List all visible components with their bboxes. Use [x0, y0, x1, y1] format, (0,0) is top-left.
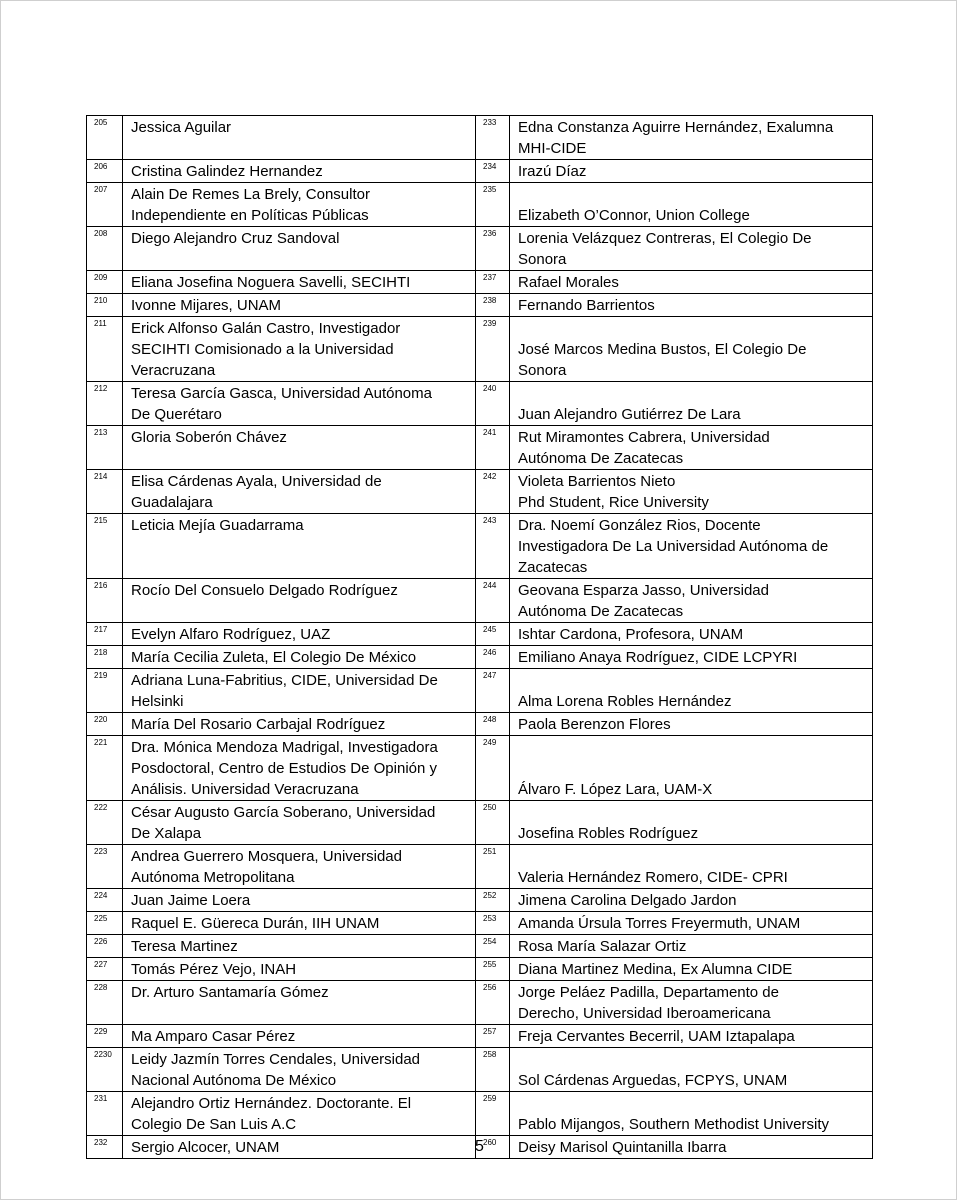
signatory-cell — [510, 646, 873, 669]
row-number: 206 — [87, 160, 123, 183]
row-number: 239 — [476, 317, 510, 382]
table-row — [87, 889, 873, 912]
row-number: 205 — [87, 116, 123, 160]
signatory-cell — [123, 160, 476, 183]
signatory-name: Erick Alfonso Galán Castro, Investigador SECIHTI Comisionado a la Universidad Veracruzana — [131, 320, 401, 379]
signatory-name: Fernando Barrientos — [518, 297, 655, 314]
signatory-name: Rut Miramontes Cabrera, Universidad Autónoma De Zacatecas — [518, 429, 770, 467]
signatory-cell — [510, 116, 873, 160]
row-number: 256 — [476, 981, 510, 1025]
row-number: 224 — [87, 889, 123, 912]
signatory-name: Leticia Mejía Guadarrama — [131, 517, 304, 534]
signatory-cell — [123, 317, 476, 382]
row-number: 254 — [476, 935, 510, 958]
row-number: 207 — [87, 183, 123, 227]
signatory-name: Diego Alejandro Cruz Sandoval — [131, 230, 340, 247]
row-number: 208 — [87, 227, 123, 271]
signatory-name: Jorge Peláez Padilla, Departamento de Derecho, Universidad Iberoamericana — [518, 984, 779, 1022]
signatory-cell — [510, 845, 873, 889]
signatory-cell — [510, 183, 873, 227]
row-number: 226 — [87, 935, 123, 958]
signatory-cell — [123, 116, 476, 160]
table-row — [87, 981, 873, 1025]
signatory-cell — [510, 1092, 873, 1136]
row-number: 236 — [476, 227, 510, 271]
signatory-name: Josefina Robles Rodríguez — [518, 825, 699, 842]
row-number: 212 — [87, 382, 123, 426]
signatory-cell — [123, 958, 476, 981]
row-number: 249 — [476, 736, 510, 801]
row-number: 243 — [476, 514, 510, 579]
table-row — [87, 227, 873, 271]
signatory-cell — [510, 736, 873, 801]
row-number: 231 — [87, 1092, 123, 1136]
row-number: 234 — [476, 160, 510, 183]
signatory-name: María Del Rosario Carbajal Rodríguez — [131, 716, 386, 733]
signatory-name: César Augusto García Soberano, Universidad De Xalapa — [131, 804, 436, 842]
signatory-name: Jessica Aguilar — [131, 119, 232, 136]
row-number: 260 — [476, 1136, 510, 1159]
signatories-table — [86, 115, 873, 1159]
table-row — [87, 845, 873, 889]
signatory-cell — [510, 623, 873, 646]
signatory-cell — [123, 713, 476, 736]
signatory-cell — [510, 227, 873, 271]
signatory-cell — [510, 160, 873, 183]
signatory-name: Teresa Martinez — [131, 938, 238, 955]
row-number: 245 — [476, 623, 510, 646]
signatory-cell — [123, 1092, 476, 1136]
signatory-cell — [123, 801, 476, 845]
signatory-name: Tomás Pérez Vejo, INAH — [131, 961, 297, 978]
signatory-cell — [510, 294, 873, 317]
signatory-cell — [510, 579, 873, 623]
signatory-cell — [123, 1025, 476, 1048]
row-number: 211 — [87, 317, 123, 382]
signatory-cell — [123, 935, 476, 958]
signatory-name: María Cecilia Zuleta, El Colegio De México — [131, 649, 417, 666]
signatory-name: Edna Constanza Aguirre Hernández, Exalumna MHI-CIDE — [518, 119, 834, 157]
row-number: 246 — [476, 646, 510, 669]
signatory-cell — [123, 912, 476, 935]
signatory-name: Emiliano Anaya Rodríguez, CIDE LCPYRI — [518, 649, 798, 666]
signatory-name: Juan Jaime Loera — [131, 892, 251, 909]
signatory-name: Sergio Alcocer, UNAM — [131, 1139, 280, 1156]
signatory-name: Lorenia Velázquez Contreras, El Colegio De Sonora — [518, 230, 812, 268]
table-row — [87, 160, 873, 183]
signatory-name: Andrea Guerrero Mosquera, Universidad Autónoma Metropolitana — [131, 848, 402, 886]
signatory-cell — [510, 889, 873, 912]
row-number: 250 — [476, 801, 510, 845]
row-number: 257 — [476, 1025, 510, 1048]
row-number: 220 — [87, 713, 123, 736]
signatory-name: Juan Alejandro Gutiérrez De Lara — [518, 406, 741, 423]
signatory-cell — [123, 294, 476, 317]
signatory-name: Raquel E. Güereca Durán, IIH UNAM — [131, 915, 380, 932]
table-row — [87, 646, 873, 669]
signatory-cell — [510, 426, 873, 470]
table-row — [87, 579, 873, 623]
row-number: 255 — [476, 958, 510, 981]
signatory-name: Deisy Marisol Quintanilla Ibarra — [518, 1139, 727, 1156]
table-row — [87, 382, 873, 426]
row-number: 233 — [476, 116, 510, 160]
signatory-name: Rafael Morales — [518, 274, 619, 291]
signatory-name: Alejandro Ortiz Hernández. Doctorante. El Colegio De San Luis A.C — [131, 1095, 412, 1133]
row-number: 240 — [476, 382, 510, 426]
table-row — [87, 317, 873, 382]
signatory-cell — [123, 514, 476, 579]
signatory-name: Leidy Jazmín Torres Cendales, Universidad Nacional Autónoma De México — [131, 1051, 421, 1089]
row-number: 216 — [87, 579, 123, 623]
table-row — [87, 294, 873, 317]
signatory-name: José Marcos Medina Bustos, El Colegio De Sonora — [518, 341, 807, 379]
signatory-cell — [123, 646, 476, 669]
table-row — [87, 1048, 873, 1092]
row-number: 232 — [87, 1136, 123, 1159]
signatory-name: Elizabeth O’Connor, Union College — [518, 207, 750, 224]
table-row — [87, 958, 873, 981]
table-row — [87, 669, 873, 713]
signatory-name: Freja Cervantes Becerril, UAM Iztapalapa — [518, 1028, 795, 1045]
table-row — [87, 514, 873, 579]
signatory-cell — [510, 514, 873, 579]
row-number: 2230 — [87, 1048, 123, 1092]
table-row — [87, 116, 873, 160]
row-number: 229 — [87, 1025, 123, 1048]
row-number: 219 — [87, 669, 123, 713]
signatory-cell — [123, 426, 476, 470]
table-row — [87, 470, 873, 514]
signatory-cell — [510, 317, 873, 382]
signatory-name: Ishtar Cardona, Profesora, UNAM — [518, 626, 744, 643]
signatory-name: Elisa Cárdenas Ayala, Universidad de Guadalajara — [131, 473, 382, 511]
signatory-name: Evelyn Alfaro Rodríguez, UAZ — [131, 626, 331, 643]
row-number: 251 — [476, 845, 510, 889]
signatory-cell — [123, 736, 476, 801]
signatory-name: Gloria Soberón Chávez — [131, 429, 287, 446]
row-number: 213 — [87, 426, 123, 470]
signatory-name: Ma Amparo Casar Pérez — [131, 1028, 296, 1045]
signatory-cell — [510, 935, 873, 958]
signatory-name: Paola Berenzon Flores — [518, 716, 671, 733]
signatory-name: Pablo Mijangos, Southern Methodist University — [518, 1116, 829, 1133]
signatory-cell — [510, 912, 873, 935]
table-row — [87, 183, 873, 227]
row-number: 210 — [87, 294, 123, 317]
table-row — [87, 935, 873, 958]
table-row — [87, 1092, 873, 1136]
signatory-cell — [510, 713, 873, 736]
signatory-cell — [123, 227, 476, 271]
signatory-name: Teresa García Gasca, Universidad Autónoma De Querétaro — [131, 385, 432, 423]
signatory-cell — [123, 382, 476, 426]
signatory-cell — [123, 845, 476, 889]
signatory-cell — [510, 1025, 873, 1048]
row-number: 242 — [476, 470, 510, 514]
row-number: 235 — [476, 183, 510, 227]
row-number: 221 — [87, 736, 123, 801]
signatory-name: Rocío Del Consuelo Delgado Rodríguez — [131, 582, 398, 599]
row-number: 252 — [476, 889, 510, 912]
row-number: 247 — [476, 669, 510, 713]
signatory-cell — [123, 183, 476, 227]
signatory-name: Alain De Remes La Brely, Consultor Independiente en Políticas Públicas — [131, 186, 370, 224]
signatory-name: Geovana Esparza Jasso, Universidad Autónoma De Zacatecas — [518, 582, 769, 620]
table-row — [87, 736, 873, 801]
signatory-cell — [123, 470, 476, 514]
row-number: 248 — [476, 713, 510, 736]
signatory-name: Diana Martinez Medina, Ex Alumna CIDE — [518, 961, 793, 978]
signatory-cell — [123, 669, 476, 713]
signatory-cell — [123, 981, 476, 1025]
row-number: 253 — [476, 912, 510, 935]
signatory-name: Ivonne Mijares, UNAM — [131, 297, 282, 314]
signatory-name: Violeta Barrientos Nieto Phd Student, Rice University — [518, 473, 709, 511]
page-number: 5 — [475, 1138, 484, 1155]
signatory-name: Jimena Carolina Delgado Jardon — [518, 892, 737, 909]
signatory-cell — [123, 623, 476, 646]
signatory-name: Adriana Luna-Fabritius, CIDE, Universidad De Helsinki — [131, 672, 438, 710]
row-number: 209 — [87, 271, 123, 294]
row-number: 222 — [87, 801, 123, 845]
table-row — [87, 801, 873, 845]
row-number: 218 — [87, 646, 123, 669]
row-number: 217 — [87, 623, 123, 646]
row-number: 259 — [476, 1092, 510, 1136]
signatory-cell — [510, 382, 873, 426]
signatory-cell — [510, 981, 873, 1025]
signatory-name: Álvaro F. López Lara, UAM-X — [518, 781, 713, 798]
row-number: 214 — [87, 470, 123, 514]
row-number: 244 — [476, 579, 510, 623]
signatory-name: Dr. Arturo Santamaría Gómez — [131, 984, 329, 1001]
row-number: 223 — [87, 845, 123, 889]
signatory-cell — [510, 470, 873, 514]
signatory-name: Cristina Galindez Hernandez — [131, 163, 323, 180]
table-row — [87, 426, 873, 470]
row-number: 238 — [476, 294, 510, 317]
signatory-name: Rosa María Salazar Ortiz — [518, 938, 687, 955]
table-row — [87, 1025, 873, 1048]
signatory-name: Dra. Noemí González Rios, Docente Investigadora De La Universidad Autónoma de Zacatecas — [518, 517, 829, 576]
signatory-cell — [510, 958, 873, 981]
row-number: 225 — [87, 912, 123, 935]
row-number: 237 — [476, 271, 510, 294]
signatory-cell — [510, 801, 873, 845]
signatory-name: Sol Cárdenas Arguedas, FCPYS, UNAM — [518, 1072, 788, 1089]
signatory-cell — [510, 669, 873, 713]
signatory-name: Alma Lorena Robles Hernández — [518, 693, 732, 710]
signatory-name: Dra. Mónica Mendoza Madrigal, Investigadora Posdoctoral, Centro de Estudios De Opinión y Análisis. Universidad Veracruzana — [131, 739, 438, 798]
signatory-cell — [123, 271, 476, 294]
table-row — [87, 623, 873, 646]
signatory-cell — [510, 1048, 873, 1092]
table-row — [87, 912, 873, 935]
signatory-cell — [123, 579, 476, 623]
signatory-name: Eliana Josefina Noguera Savelli, SECIHTI — [131, 274, 411, 291]
row-number: 215 — [87, 514, 123, 579]
signatory-name: Valeria Hernández Romero, CIDE- CPRI — [518, 869, 788, 886]
row-number: 258 — [476, 1048, 510, 1092]
signatory-cell — [123, 889, 476, 912]
signatory-cell — [123, 1048, 476, 1092]
signatory-cell — [510, 271, 873, 294]
signatory-name: Irazú Díaz — [518, 163, 587, 180]
row-number: 227 — [87, 958, 123, 981]
row-number: 241 — [476, 426, 510, 470]
table-row — [87, 713, 873, 736]
table-row — [87, 271, 873, 294]
row-number: 228 — [87, 981, 123, 1025]
signatory-name: Amanda Úrsula Torres Freyermuth, UNAM — [518, 915, 801, 932]
